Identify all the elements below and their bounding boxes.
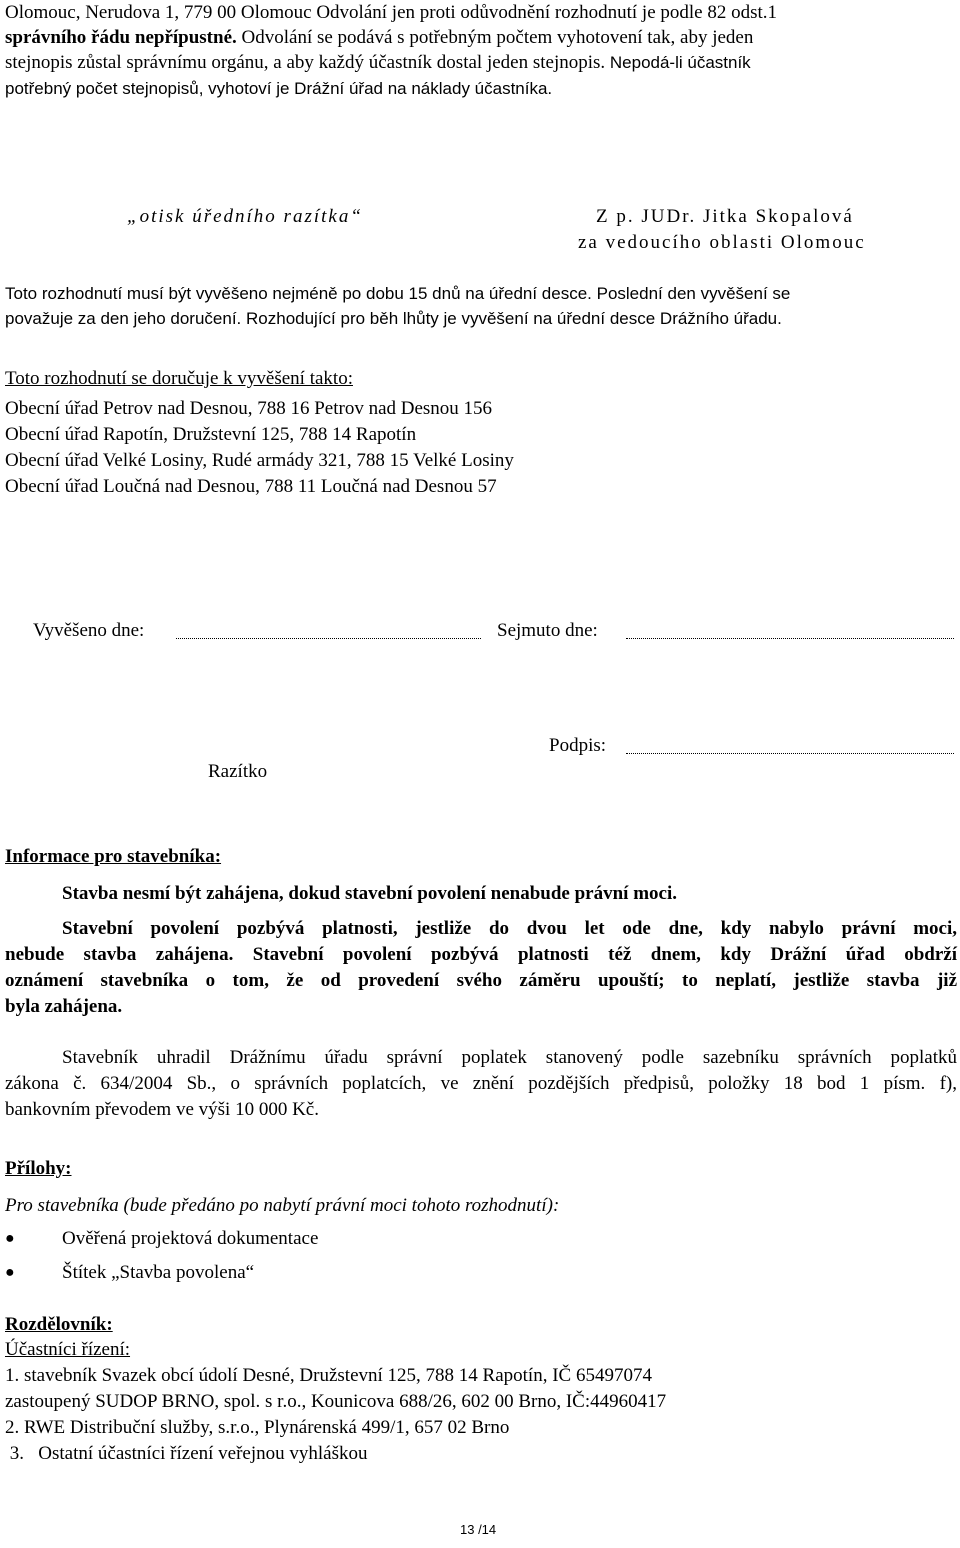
signer-role: za vedoucího oblasti Olomouc [578, 232, 866, 253]
intro-line-1 [5, 0, 777, 26]
delivery-office-3: Obecní úřad Velké Losiny, Rudé armády 321, 788 15 Velké Losiny [5, 450, 514, 471]
builder-info-p2-line-3: oznámení stavebníka o tom, že od provedení svého záměru upouští; to neplatí, jestliže stavba již [5, 970, 957, 991]
builder-info-p1: Stavba nesmí být zahájena, dokud stavební povolení nenabude právní moci. [62, 883, 677, 904]
page-number: 13 /14 [460, 1522, 497, 1537]
attachment-item-text: Štítek „Stavba povolena“ [62, 1262, 255, 1283]
intro-line-2 [5, 25, 753, 51]
bullet-icon: ● [5, 1230, 15, 1247]
attachments-heading: Přílohy: [5, 1158, 72, 1179]
distribution-line-1: 1. stavebník Svazek obcí údolí Desné, Družstevní 125, 788 14 Rapotín, IČ 65497074 [5, 1365, 652, 1386]
posting-notice-line-2: považuje za den jeho doručení. Rozhodující pro běh lhůty je vyvěšení na úřední desce Drážního úřadu. [5, 309, 782, 328]
builder-info-p2-line-2: nebude stavba zahájena. Stavební povolení pozbývá platnosti též dnem, kdy Drážní úřad obdrží [5, 944, 957, 965]
builder-info-p2-line-1: Stavební povolení pozbývá platnosti, jestliže do dvou let ode dne, kdy nabylo právní moci, [62, 918, 957, 939]
builder-info-p3-line-1: Stavebník uhradil Drážnímu úřadu správní poplatek stanovený podle sazebníku správních poplatků [62, 1047, 957, 1068]
builder-info-heading: Informace pro stavebníka: [5, 846, 222, 867]
bullet-icon: ● [5, 1264, 15, 1281]
distribution-heading: Rozdělovník: [5, 1314, 113, 1335]
attachment-item-text: Ověřená projektová dokumentace [62, 1228, 319, 1249]
delivery-heading: Toto rozhodnutí se doručuje k vyvěšení takto: [5, 368, 353, 389]
delivery-office-2: Obecní úřad Rapotín, Družstevní 125, 788 14 Rapotín [5, 424, 417, 445]
removed-date-field[interactable] [626, 638, 954, 639]
intro-text-3-sans: Nepodá-li účastník [605, 53, 751, 72]
signer-name: Z p. JUDr. Jitka Skopalová [596, 206, 854, 227]
signature-label: Podpis: [549, 735, 607, 756]
posted-label: Vyvěšeno dne: [33, 620, 145, 641]
removed-label: Sejmuto dne: [497, 620, 598, 641]
intro-text-2: Odvolání se podává s potřebným počtem vyhotovení tak, aby jeden [236, 27, 754, 48]
delivery-office-1: Obecní úřad Petrov nad Desnou, 788 16 Petrov nad Desnou 156 [5, 398, 493, 419]
stamp-label: Razítko [208, 761, 268, 782]
intro-text-3: stejnopis zůstal správnímu orgánu, a aby každý účastník dostal jeden stejnopis. [5, 52, 606, 73]
intro-text-1: Olomouc, Nerudova 1, 779 00 Olomouc Odvolání jen proti odůvodnění rozhodnutí je podle 82 odst.1 [5, 2, 778, 23]
intro-line-4 [5, 76, 552, 102]
delivery-office-4: Obecní úřad Loučná nad Desnou, 788 11 Loučná nad Desnou 57 [5, 476, 497, 497]
distribution-line-3: 2. RWE Distribuční služby, s.r.o., Plynárenská 499/1, 657 02 Brno [5, 1417, 510, 1438]
posted-date-field[interactable] [176, 638, 481, 639]
posting-notice-line-1: Toto rozhodnutí musí být vyvěšeno nejméně po dobu 15 dnů na úřední desce. Poslední den vyvěšení se [5, 284, 791, 303]
attachments-intro: Pro stavebníka (bude předáno po nabytí právní moci tohoto rozhodnutí): [5, 1195, 560, 1216]
distribution-subheading: Účastníci řízení: [5, 1339, 131, 1360]
distribution-line-4: 3. Ostatní účastníci řízení veřejnou vyhláškou [5, 1443, 368, 1464]
signature-field[interactable] [626, 753, 954, 754]
builder-info-p3-line-2: zákona č. 634/2004 Sb., o správních poplatcích, ve znění pozdějších předpisů, položky 18 bod 1 písm. f), [5, 1073, 957, 1094]
intro-line-3 [5, 50, 751, 76]
intro-bold-text: správního řádu nepřípustné. [5, 27, 237, 48]
stamp-placeholder: „otisk úředního razítka“ [127, 206, 363, 227]
builder-info-p3-line-3: bankovním převodem ve výši 10 000 Kč. [5, 1099, 319, 1120]
intro-text-4: potřebný počet stejnopisů, vyhotoví je Drážní úřad na náklady účastníka. [5, 79, 553, 98]
distribution-line-2: zastoupený SUDOP BRNO, spol. s r.o., Kounicova 688/26, 602 00 Brno, IČ:44960417 [5, 1391, 667, 1412]
builder-info-p2-line-4: byla zahájena. [5, 996, 123, 1017]
